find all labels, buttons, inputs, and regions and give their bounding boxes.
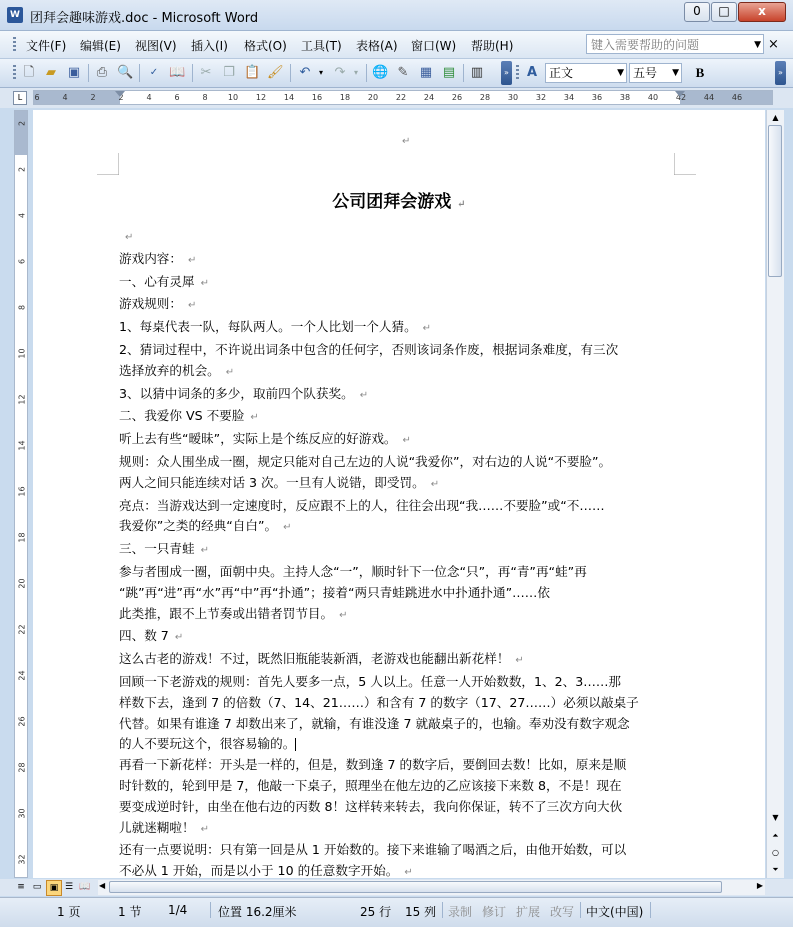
browse-object-icon[interactable]: ○ <box>772 848 779 857</box>
status-line: 25 行 <box>360 905 392 919</box>
document-paragraph-line: 听上去有些“暧昧”，实际上是个练反应的好游戏。 ↵ <box>119 431 411 447</box>
style-value: 正文 <box>549 66 574 80</box>
menu-insert[interactable]: 插入(I) <box>191 39 228 53</box>
top-left-crop-mark <box>97 153 119 175</box>
document-paragraph-line: 三、一只青蛙 ↵ <box>119 541 209 557</box>
document-paragraph-line: 要变成逆时针，由坐在他右边的丙数 8！这样转来转去，我向你保证，转不了三次方向大伙 <box>119 798 623 814</box>
vertical-ruler-tick-label: 28 <box>17 762 27 773</box>
toolbar-separator <box>463 64 464 82</box>
font-size-select[interactable] <box>629 63 682 83</box>
columns-icon[interactable]: ▥ <box>470 65 484 80</box>
document-paragraph-line: 二、我爱你 VS 不要脸 ↵ <box>119 408 259 424</box>
scroll-right-icon[interactable]: ▶ <box>756 881 763 890</box>
vertical-ruler-tick-label: 26 <box>17 716 27 727</box>
menu-help[interactable]: 帮助(H) <box>471 39 514 53</box>
title-bar <box>0 0 793 31</box>
paragraph-mark: ↵ <box>430 478 440 490</box>
normal-view-icon[interactable]: ≡ <box>17 882 25 892</box>
paragraph-mark: ↵ <box>200 823 209 835</box>
horizontal-scroll-thumb[interactable] <box>109 881 722 893</box>
vertical-ruler-tick-label: 2 <box>17 120 27 127</box>
maximize-icon: □ <box>718 4 730 18</box>
paragraph-mark: ↵ <box>359 389 369 401</box>
document-paragraph-line: 1、每桌代表一队，每队两人。一个人比划一个人猜。 ↵ <box>119 319 432 335</box>
open-folder-icon[interactable]: ▰ <box>46 65 56 80</box>
ruler-tick-label: 10 <box>227 93 239 102</box>
web-view-icon[interactable]: ▭ <box>32 882 42 892</box>
vertical-ruler-tick-label: 14 <box>17 440 27 451</box>
next-page-icon[interactable]: ⏷ <box>772 865 779 874</box>
ruler-tick-label: 38 <box>619 93 631 102</box>
document-paragraph-line: 参与者围成一圈，面朝中央。主持人念“一”，顺时针下一位念“只”，再“青”再“蛙”再 <box>119 563 587 579</box>
document-paragraph-line: 时针数的，轮到甲是 7，他敲一下桌子，照理坐在他左边的乙应该接下来数 8，不是！现在 <box>119 777 622 793</box>
research-icon[interactable]: 📖 <box>169 65 186 80</box>
vertical-ruler-tick-label: 2 <box>17 166 27 173</box>
menu-tools[interactable]: 工具(T) <box>301 39 342 53</box>
print-layout-icon[interactable]: ▣ <box>46 880 62 896</box>
paragraph-mark: ↵ <box>283 522 292 534</box>
ruler-tick-label: 32 <box>535 93 547 102</box>
ruler-right-margin <box>680 91 773 104</box>
formatting-toolbar-grip[interactable] <box>516 65 519 81</box>
paragraph-mark: ↵ <box>250 412 259 424</box>
insert-excel-icon[interactable]: ▤ <box>442 65 456 80</box>
scroll-left-icon[interactable]: ◀ <box>99 881 106 890</box>
ruler-tick-label: 20 <box>367 93 379 102</box>
scroll-up-icon[interactable]: ▲ <box>772 113 779 122</box>
top-right-crop-mark <box>674 153 696 175</box>
help-question-input[interactable] <box>586 34 764 54</box>
paragraph-mark: ↵ <box>200 545 209 557</box>
paragraph-mark: ↵ <box>422 323 432 335</box>
chevron-down-icon[interactable]: ▼ <box>672 68 679 78</box>
horizontal-scrollbar[interactable] <box>98 880 765 895</box>
document-paragraph-line: 一、心有灵犀 ↵ <box>119 273 209 289</box>
status-page-of: 1/4 <box>168 903 188 917</box>
menu-table[interactable]: 表格(A) <box>356 39 398 53</box>
menu-edit[interactable]: 编辑(E) <box>80 39 121 53</box>
ruler-tick-label: 34 <box>563 93 575 102</box>
status-extend[interactable]: 扩展 <box>516 905 541 919</box>
redo-icon[interactable]: ↷ <box>334 65 346 80</box>
ruler-tick-label: 26 <box>451 93 463 102</box>
new-document-icon[interactable]: 🗋 <box>23 65 35 80</box>
help-placeholder: 键入需要帮助的问题 <box>591 38 700 52</box>
paragraph-mark: ↵ <box>404 867 413 878</box>
vertical-ruler-tick-label: 10 <box>17 348 27 359</box>
ruler-tick-label: 28 <box>479 93 491 102</box>
close-window-button[interactable] <box>738 2 786 22</box>
outline-view-icon[interactable]: ☰ <box>64 882 74 892</box>
text-cursor <box>295 738 296 751</box>
previous-page-icon[interactable]: ⏶ <box>772 831 779 840</box>
first-line-indent-marker[interactable] <box>115 91 125 97</box>
vertical-scrollbar[interactable] <box>766 110 784 878</box>
paragraph-mark: ↵ <box>339 609 348 621</box>
document-paragraph-line: 儿就迷糊啦！ ↵ <box>119 819 209 835</box>
document-paragraph-line: 3、以猜中词条的多少，取前四个队获奖。 ↵ <box>119 385 369 401</box>
maximize-button[interactable] <box>711 2 737 22</box>
vertical-ruler-tick-label: 20 <box>17 578 27 589</box>
ruler-tick-label: 8 <box>202 93 208 102</box>
bold-button[interactable]: B <box>695 65 705 80</box>
hyperlink-icon[interactable]: 🌐 <box>372 65 389 80</box>
toolbar-separator <box>88 64 89 82</box>
paste-icon[interactable]: 📋 <box>244 65 261 80</box>
status-page[interactable]: 1 页 <box>57 905 81 919</box>
vertical-ruler-tick-label: 22 <box>17 624 27 635</box>
insert-table-icon[interactable]: ▦ <box>419 65 433 80</box>
vertical-ruler-tick-label: 30 <box>17 808 27 819</box>
document-paragraph-line: 代替。如果有谁逢 7 却数出来了，就输，有谁没逢 7 就敲桌子的，也输。奉劝没有数字观念 <box>119 715 630 731</box>
ruler-tick-label: 12 <box>255 93 267 102</box>
paragraph-mark: ↵ <box>187 300 197 312</box>
word-app-icon[interactable]: W <box>7 7 23 23</box>
document-paragraph-line: “跳”再“进”再“水”再“中”再“扑通”；接着“两只青蛙跳进水中扑通扑通”……依 <box>119 584 550 600</box>
reading-view-icon[interactable]: 📖 <box>79 882 91 892</box>
right-indent-marker[interactable] <box>675 91 685 97</box>
status-position: 位置 16.2厘米 <box>218 905 297 919</box>
document-body[interactable] <box>119 226 679 878</box>
menubar-grip[interactable] <box>13 37 16 53</box>
status-column: 15 列 <box>405 905 437 919</box>
vertical-ruler-tick-label: 8 <box>17 304 27 311</box>
vertical-ruler-tick-label: 24 <box>17 670 27 681</box>
status-bar <box>0 897 793 927</box>
document-paragraph-line: 此类推，跟不上节奏或出错者罚节目。 ↵ <box>119 605 348 621</box>
ruler-tick-label: 22 <box>395 93 407 102</box>
ruler-tick-label: 30 <box>507 93 519 102</box>
status-record[interactable]: 录制 <box>448 905 473 919</box>
document-paragraph-line: 再看一下新花样：开头是一样的，但是，数到逢 7 的数字后，要倒回去数！比如，原来是顺 <box>119 757 627 773</box>
paragraph-mark: ↵ <box>225 366 235 378</box>
tab-selector[interactable]: L <box>13 91 27 105</box>
vertical-ruler-tick-label: 18 <box>17 532 27 543</box>
spelling-icon[interactable]: ✓ <box>149 67 159 78</box>
scroll-down-icon[interactable]: ▼ <box>772 813 779 822</box>
vertical-ruler[interactable] <box>14 110 28 878</box>
chevron-down-icon[interactable]: ▼ <box>617 68 624 78</box>
ruler-tick-label: 14 <box>283 93 295 102</box>
ruler-tick-label: 6 <box>174 93 180 102</box>
document-paragraph-line: 亮点：当游戏达到一定速度时，反应跟不上的人，往往会出现“我……不要脸”或“不…… <box>119 497 605 513</box>
formatting-options-chevron-icon[interactable]: » <box>775 61 786 85</box>
document-title: 公司团拜会游戏 ↵ <box>332 192 466 212</box>
ruler-tick-label: 6 <box>34 93 40 102</box>
horizontal-ruler-row <box>0 88 793 108</box>
document-paragraph-line: 这么古老的游戏！不过，既然旧瓶能装新酒，老游戏也能翻出新花样！ ↵ <box>119 651 524 667</box>
undo-icon[interactable]: ↶ <box>299 65 311 80</box>
paragraph-mark: ↵ <box>402 435 411 447</box>
toolbar-separator <box>366 64 367 82</box>
header-paragraph-mark: ↵ <box>402 136 411 147</box>
document-paragraph-line: 我爱你”之类的经典“自白”。 ↵ <box>119 518 292 534</box>
paragraph-mark: ↵ <box>200 277 209 289</box>
document-paragraph-line: 游戏内容： ↵ <box>119 250 197 266</box>
menu-window[interactable]: 窗口(W) <box>411 39 457 53</box>
document-close-button[interactable]: × <box>768 37 779 52</box>
status-separator <box>210 902 211 918</box>
paragraph-mark: ↵ <box>125 232 134 243</box>
document-paragraph-line: 样数下去，逢到 7 的倍数（7、14、21……）和含有 7 的数字（17、27……）必须以敲桌子 <box>119 694 639 710</box>
vertical-ruler-tick-label: 16 <box>17 486 27 497</box>
status-section: 1 节 <box>118 905 142 919</box>
document-paragraph-line: 回顾一下老游戏的规则：首先人要多一点，5 人以上。任意一人开始数数，1、2、3……那 <box>119 673 622 689</box>
document-paragraph-line <box>119 226 679 249</box>
ruler-left-margin <box>34 91 120 104</box>
document-paragraph-line: 2、猜词过程中，不许说出词条中包含的任何字，否则该词条作废，根据词条难度，有三次 <box>119 341 619 357</box>
status-separator <box>442 902 443 918</box>
close-icon: x <box>758 4 766 18</box>
ruler-tick-label: 18 <box>339 93 351 102</box>
style-select[interactable] <box>545 63 627 83</box>
ruler-tick-label: 4 <box>146 93 152 102</box>
ruler-tick-label: 16 <box>311 93 323 102</box>
toolbar-separator <box>192 64 193 82</box>
print-preview-icon[interactable]: 🔍 <box>117 65 134 80</box>
undo-dropdown-icon[interactable]: ▾ <box>318 68 323 77</box>
ruler-tick-label: 24 <box>423 93 435 102</box>
ruler-tick-label: 2 <box>118 93 124 102</box>
document-page[interactable] <box>33 110 765 878</box>
vertical-ruler-tick-label: 32 <box>17 854 27 865</box>
document-paragraph-line: 四、数 7 ↵ <box>119 628 184 644</box>
cut-icon[interactable]: ✂ <box>200 65 212 80</box>
ruler-tick-label: 40 <box>647 93 659 102</box>
horizontal-ruler[interactable] <box>33 90 773 105</box>
status-separator <box>580 902 581 918</box>
menu-file[interactable]: 文件(F) <box>26 39 67 53</box>
document-paragraph-line: 游戏规则： ↵ <box>119 296 197 312</box>
toolbar-separator <box>290 64 291 82</box>
minimize-icon: 0 <box>693 4 701 18</box>
font-size-value: 五号 <box>633 66 658 80</box>
toolbar-options-chevron-icon[interactable]: » <box>501 61 512 85</box>
toolbar-grip[interactable] <box>13 65 16 81</box>
ruler-tick-label: 36 <box>591 93 603 102</box>
vertical-ruler-tick-label: 4 <box>17 212 27 219</box>
document-paragraph-line: 规则：众人围坐成一圈，规定只能对自己左边的人说“我爱你”，对右边的人说“不要脸”。 <box>119 453 612 469</box>
ruler-tick-label: 4 <box>62 93 68 102</box>
print-icon[interactable]: ⎙ <box>96 65 108 80</box>
document-paragraph-line: 还有一点要说明：只有第一回是从 1 开始数的。接下来谁输了喝酒之后，由他开始数，可以 <box>119 842 627 858</box>
status-language[interactable]: 中文(中国) <box>586 905 644 919</box>
save-icon[interactable]: ▣ <box>67 65 81 80</box>
menu-format[interactable]: 格式(O) <box>244 39 287 53</box>
vertical-ruler-tick-label: 6 <box>17 258 27 265</box>
minimize-button[interactable] <box>684 2 710 22</box>
status-separator <box>650 902 651 918</box>
format-painter-icon[interactable]: 🖌 <box>267 65 284 80</box>
toolbar <box>0 59 793 88</box>
document-paragraph-line: 两人之间只能连续对话 3 次。一旦有人说错，即受罚。 ↵ <box>119 474 440 490</box>
window-title: 团拜会趣味游戏.doc - Microsoft Word <box>30 11 259 26</box>
tables-borders-icon[interactable]: ✎ <box>397 65 409 80</box>
paragraph-mark: ↵ <box>174 632 184 644</box>
chevron-down-icon[interactable]: ▼ <box>754 40 761 50</box>
document-paragraph-line: 的人不要玩这个，很容易输的。 <box>119 736 296 752</box>
view-and-hscroll-bar <box>0 879 793 896</box>
vertical-scroll-thumb[interactable] <box>768 125 782 277</box>
redo-dropdown-icon[interactable]: ▾ <box>353 68 358 77</box>
paragraph-mark: ↵ <box>515 655 524 667</box>
copy-icon[interactable]: ❐ <box>223 65 235 80</box>
document-paragraph-line: 选择放弃的机会。 ↵ <box>119 362 235 378</box>
paragraph-mark: ↵ <box>187 254 197 266</box>
ruler-tick-label: 42 <box>675 93 687 102</box>
ruler-tick-label: 46 <box>731 93 743 102</box>
menu-view[interactable]: 视图(V) <box>135 39 177 53</box>
status-overtype[interactable]: 改写 <box>550 905 575 919</box>
document-paragraph-line: 不必从 1 开始，而是以小于 10 的任意数字开始。 ↵ <box>119 863 413 878</box>
ruler-tick-label: 44 <box>703 93 715 102</box>
vertical-ruler-tick-label: 12 <box>17 394 27 405</box>
toolbar-separator <box>139 64 140 82</box>
styles-pane-icon[interactable]: A <box>526 65 538 80</box>
status-track-changes[interactable]: 修订 <box>482 905 507 919</box>
ruler-tick-label: 2 <box>90 93 96 102</box>
